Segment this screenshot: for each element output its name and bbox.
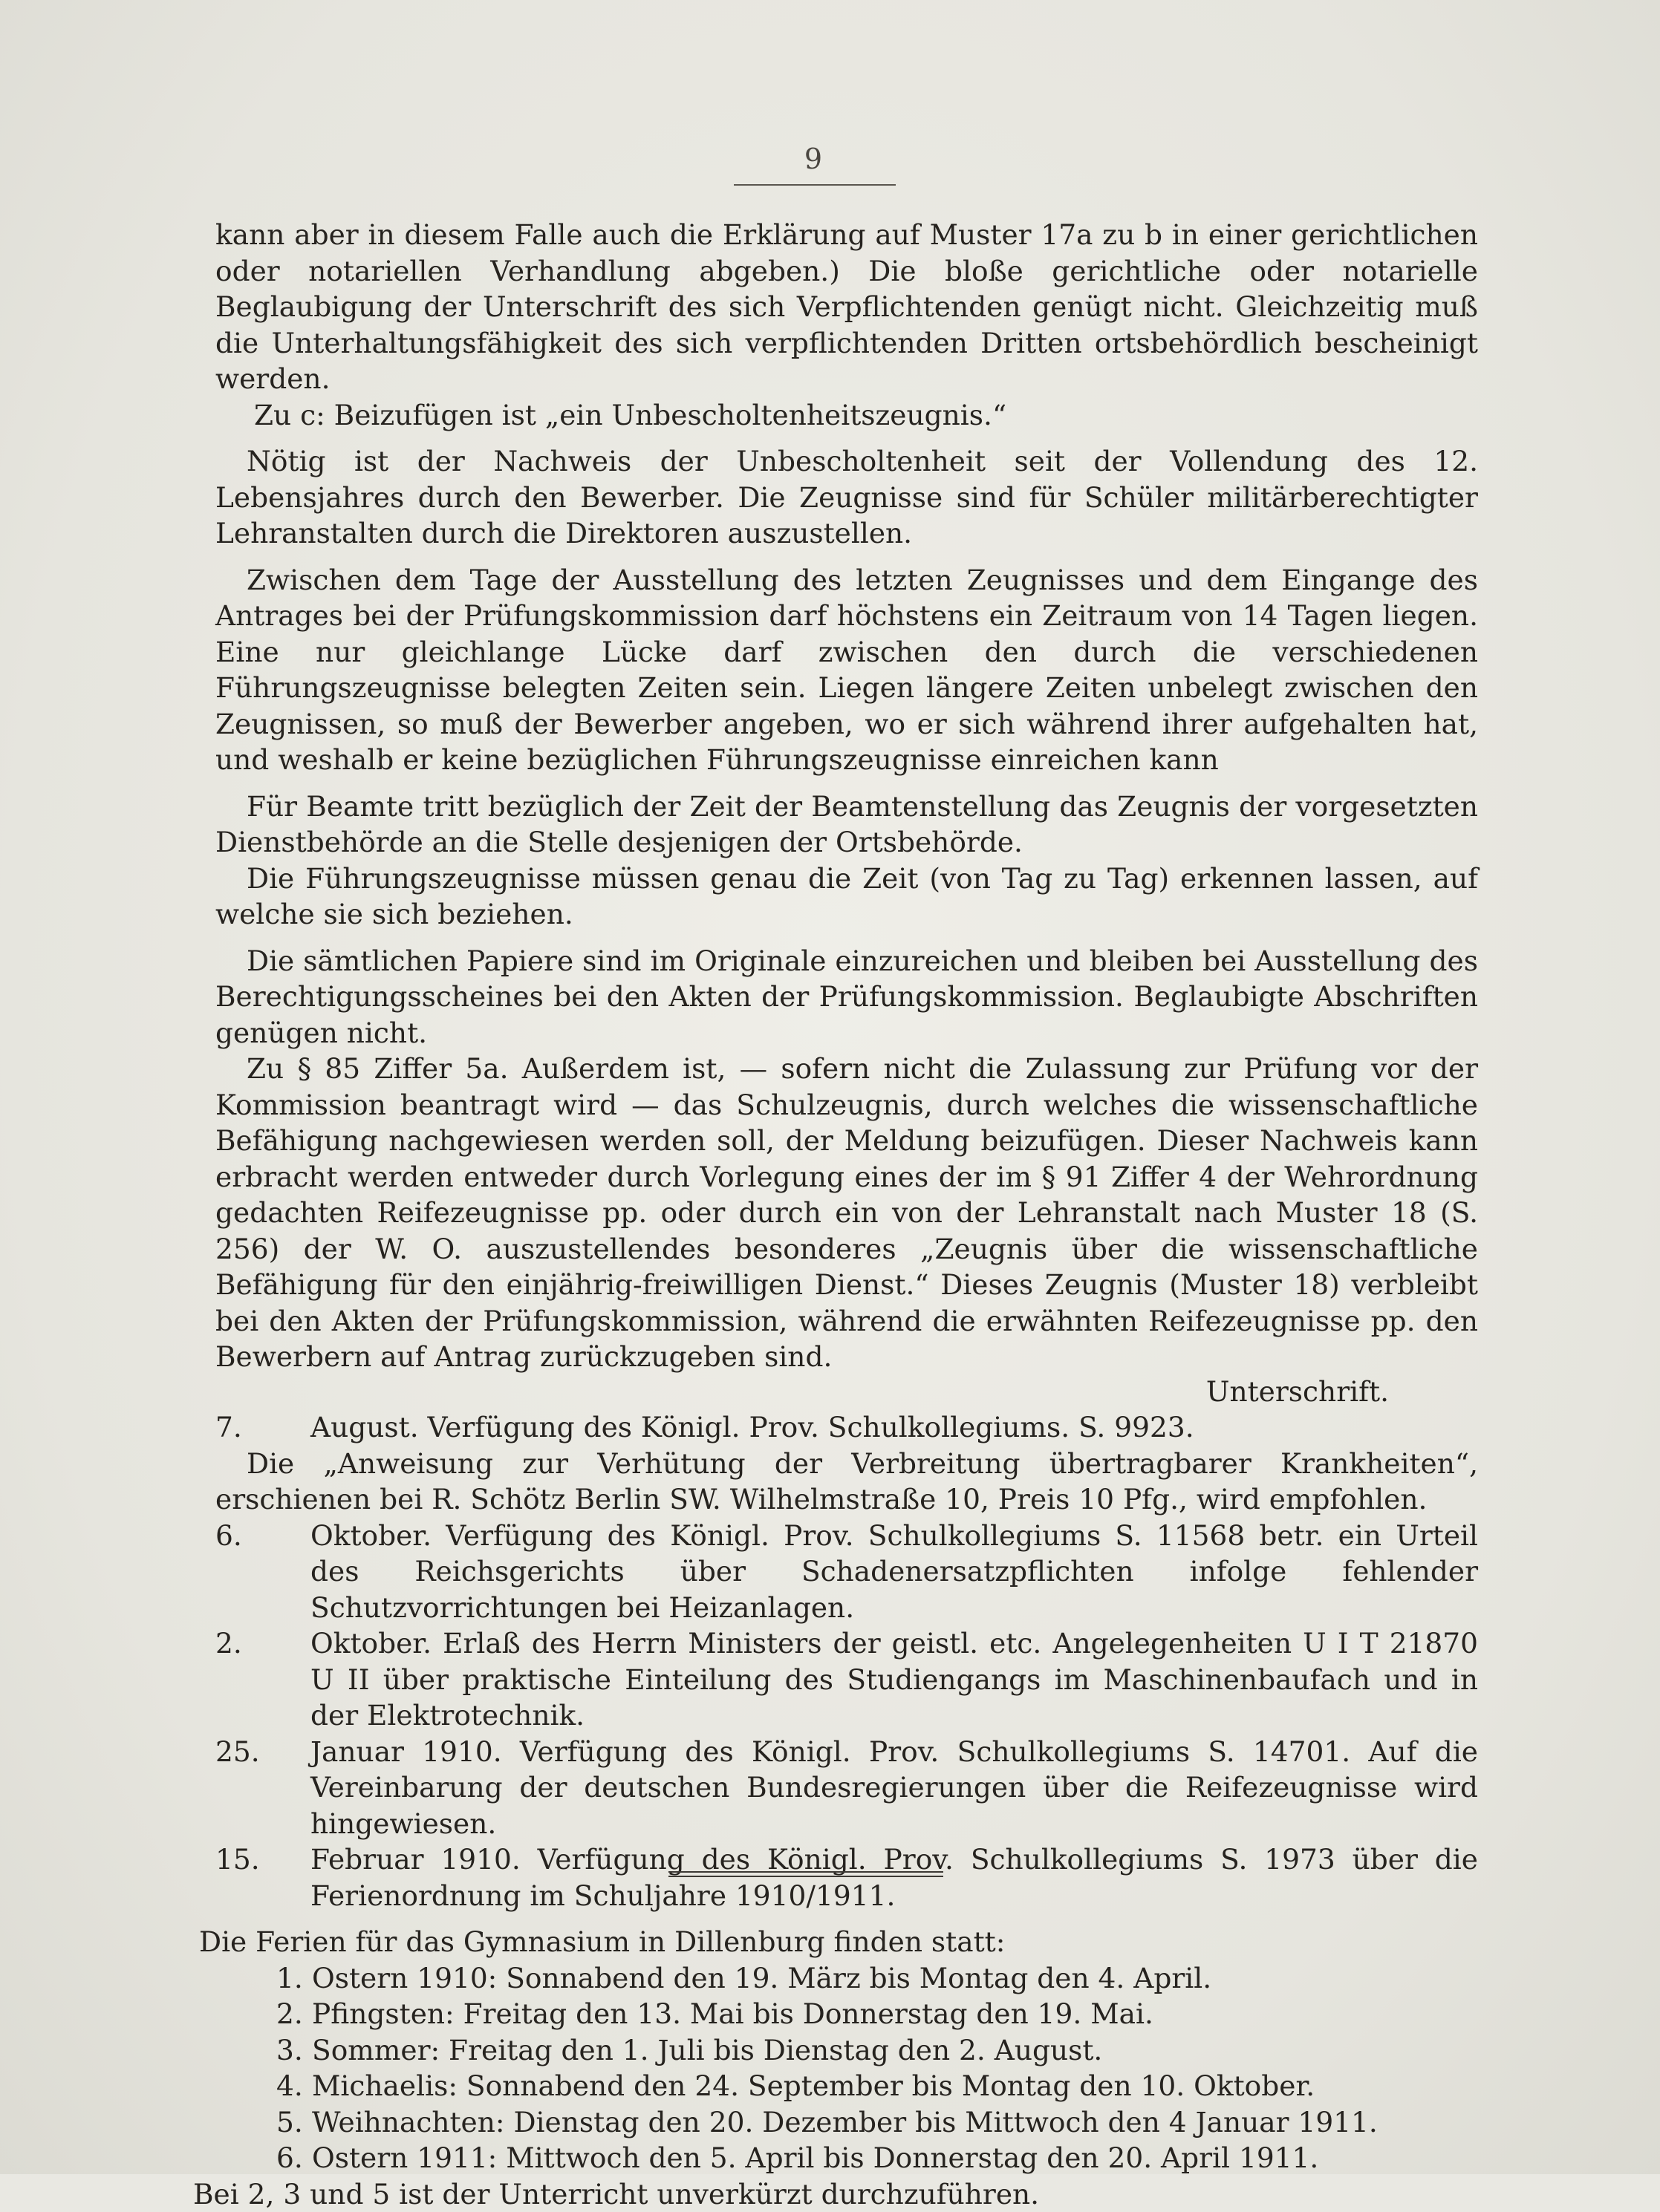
entry-text: Oktober. Verfügung des Königl. Prov. Schulkollegiums S. 11568 betr. ein Urteil des Reichsgerichts über Schadenersatzpflichten infolge fehlender Schutzvorrichtungen bei Heizanlagen. <box>310 1519 1478 1624</box>
paragraph-zeitraum: Zwischen dem Tage der Ausstellung des letzten Zeugnisses und dem Eingange des Antrages bei der Prüfungskommission darf höchstens ein Zeitraum von 14 Tagen liegen. Eine nur gleichlange Lücke darf zwischen den durch die verschiedenen Führungszeugnisse belegten Zeiten sein. Liegen längere Zeiten unbelegt zwischen den Zeugnissen, so muß der Bewerber angeben, wo er sich während ihrer aufgehalten hat, und weshalb er keine bezüglichen Führungszeugnisse einreichen kann <box>215 562 1478 778</box>
holiday-text: Ostern 1910: Sonnabend den 19. März bis Montag den 4. April. <box>312 1962 1211 1994</box>
paragraph-declaration: kann aber in diesem Falle auch die Erklärung auf Muster 17a zu b in einer gerichtlichen oder notariellen Verhandlung abgeben.) Die bloße gerichtliche oder notarielle Beglaubigung der Unterschrift des sich Verpflichtenden genügt nicht. Gleichzeitig muß die Unterhaltungsfähigkeit des sich verpflichtenden Dritten ortsbehördlich bescheinigt werden. <box>215 217 1478 397</box>
holiday-text: Weihnachten: Dienstag den 20. Dezember bis Mittwoch den 4 Januar 1911. <box>312 2106 1378 2138</box>
entry-text: August. Verfügung des Königl. Prov. Schulkollegiums. S. 9923. <box>310 1411 1194 1443</box>
body-text <box>215 217 1478 2212</box>
entry-number: 25. <box>215 1734 310 1770</box>
holiday-number: 2. <box>276 1996 312 2032</box>
holiday-intro: Die Ferien für das Gymnasium in Dillenburg finden statt: <box>199 1924 1478 1960</box>
holiday-closing-note: Bei 2, 3 und 5 ist der Unterricht unverkürzt durchzuführen. <box>193 2176 1478 2212</box>
holiday-item <box>276 2140 1478 2176</box>
holiday-item <box>276 1996 1478 2032</box>
holiday-number: 5. <box>276 2104 312 2141</box>
page-number: 9 <box>0 143 1627 175</box>
entry-text: Januar 1910. Verfügung des Königl. Prov. Schulkollegiums S. 14701. Auf die Vereinbarung der deutschen Bundesregierungen über die Reifezeugnisse wird hingewiesen. <box>310 1735 1478 1840</box>
entry-7-august <box>310 1409 1478 1446</box>
holiday-text: Michaelis: Sonnabend den 24. September bis Montag den 10. Oktober. <box>312 2069 1315 2102</box>
paragraph-ziffer-5a-text: Zu § 85 Ziffer 5a. Außerdem ist, — sofern nicht die Zulassung zur Prüfung vor der Kommission beantragt wird — das Schulzeugnis, durch welches die wissenschaftliche Befähigung nachgewiesen werden soll, der Meldung beizufügen. Dieser Nachweis kann erbracht werden entweder durch Vorlegung eines der im § 91 Ziffer 4 der Wehrordnung gedachten Reifezeugnisse pp. oder durch ein von der Lehranstalt nach Muster 18 (S. 256) der W. O. auszustellendes besonderes „Zeugnis über die wissenschaftliche Befähigung für den einjährig-freiwilligen Dienst.“ Dieses Zeugnis (Muster 18) verbleibt bei den Akten der Prüfungskommission, während die erwähnten Reifezeugnisse pp. den Bewerbern auf Antrag zurückzugeben sind. <box>215 1052 1478 1373</box>
holiday-item <box>276 2032 1478 2069</box>
paragraph-papiere: Die sämtlichen Papiere sind im Originale einzureichen und bleiben bei Ausstellung des Berechtigungsscheines bei den Akten der Prüfungskommission. Beglaubigte Abschriften genügen nicht. <box>215 943 1478 1051</box>
paragraph-beamte: Für Beamte tritt bezüglich der Zeit der Beamtenstellung das Zeugnis der vorgesetzten Dienstbehörde an die Stelle desjenigen der Ortsbehörde. <box>215 789 1478 861</box>
entry-text: Oktober. Erlaß des Herrn Ministers der geistl. etc. Angelegenheiten U I T 21870 U II über praktische Einteilung des Studiengangs im Maschinenbaufach und in der Elektrotechnik. <box>310 1627 1478 1732</box>
entry-number: 2. <box>215 1625 310 1662</box>
holiday-item <box>276 1960 1478 1997</box>
holiday-item <box>276 2104 1478 2141</box>
paragraph-fuehrungszeugnisse: Die Führungszeugnisse müssen genau die Zeit (von Tag zu Tag) erkennen lassen, auf welche sie sich beziehen. <box>215 861 1478 933</box>
holiday-number: 1. <box>276 1960 312 1997</box>
entry-number: 7. <box>215 1409 310 1446</box>
holiday-text: Sommer: Freitag den 1. Juli bis Dienstag den 2. August. <box>312 2034 1102 2066</box>
entry-2-oktober <box>310 1625 1478 1734</box>
holiday-text: Ostern 1911: Mittwoch den 5. April bis Donnerstag den 20. April 1911. <box>312 2141 1318 2174</box>
end-double-rule <box>668 1871 943 1877</box>
header-rule <box>734 184 896 186</box>
holiday-number: 3. <box>276 2032 312 2069</box>
paragraph-ziffer-5a <box>215 1051 1478 1409</box>
entry-number: 6. <box>215 1518 310 1554</box>
entry-text: Februar 1910. Verfügung des Königl. Prov. Schulkollegiums S. 1973 über die Ferienordnung im Schuljahre 1910/1911. <box>310 1843 1478 1912</box>
holiday-number: 6. <box>276 2140 312 2176</box>
holiday-list <box>276 1960 1478 2176</box>
paragraph-zu-c: Zu c: Beizufügen ist „ein Unbescholtenheitszeugnis.“ <box>215 397 1478 434</box>
holiday-item <box>276 2068 1478 2104</box>
holiday-text: Pfingsten: Freitag den 13. Mai bis Donnerstag den 19. Mai. <box>312 1997 1153 2030</box>
paragraph-unbescholtenheit: Nötig ist der Nachweis der Unbescholtenheit seit der Vollendung des 12. Lebensjahres durch den Bewerber. Die Zeugnisse sind für Schüler militärberechtigter Lehranstalten durch die Direktoren auszustellen. <box>215 443 1478 552</box>
entry-7-august-continuation: Die „Anweisung zur Verhütung der Verbreitung übertragbarer Krankheiten“, erschienen bei R. Schötz Berlin SW. Wilhelmstraße 10, Preis 10 Pfg., wird empfohlen. <box>215 1446 1478 1518</box>
holiday-number: 4. <box>276 2068 312 2104</box>
signature-label: Unterschrift. <box>215 1374 1478 1410</box>
entry-15-februar <box>310 1841 1478 1914</box>
entry-number: 15. <box>215 1841 310 1878</box>
entry-6-oktober <box>310 1518 1478 1626</box>
entry-25-januar <box>310 1734 1478 1842</box>
